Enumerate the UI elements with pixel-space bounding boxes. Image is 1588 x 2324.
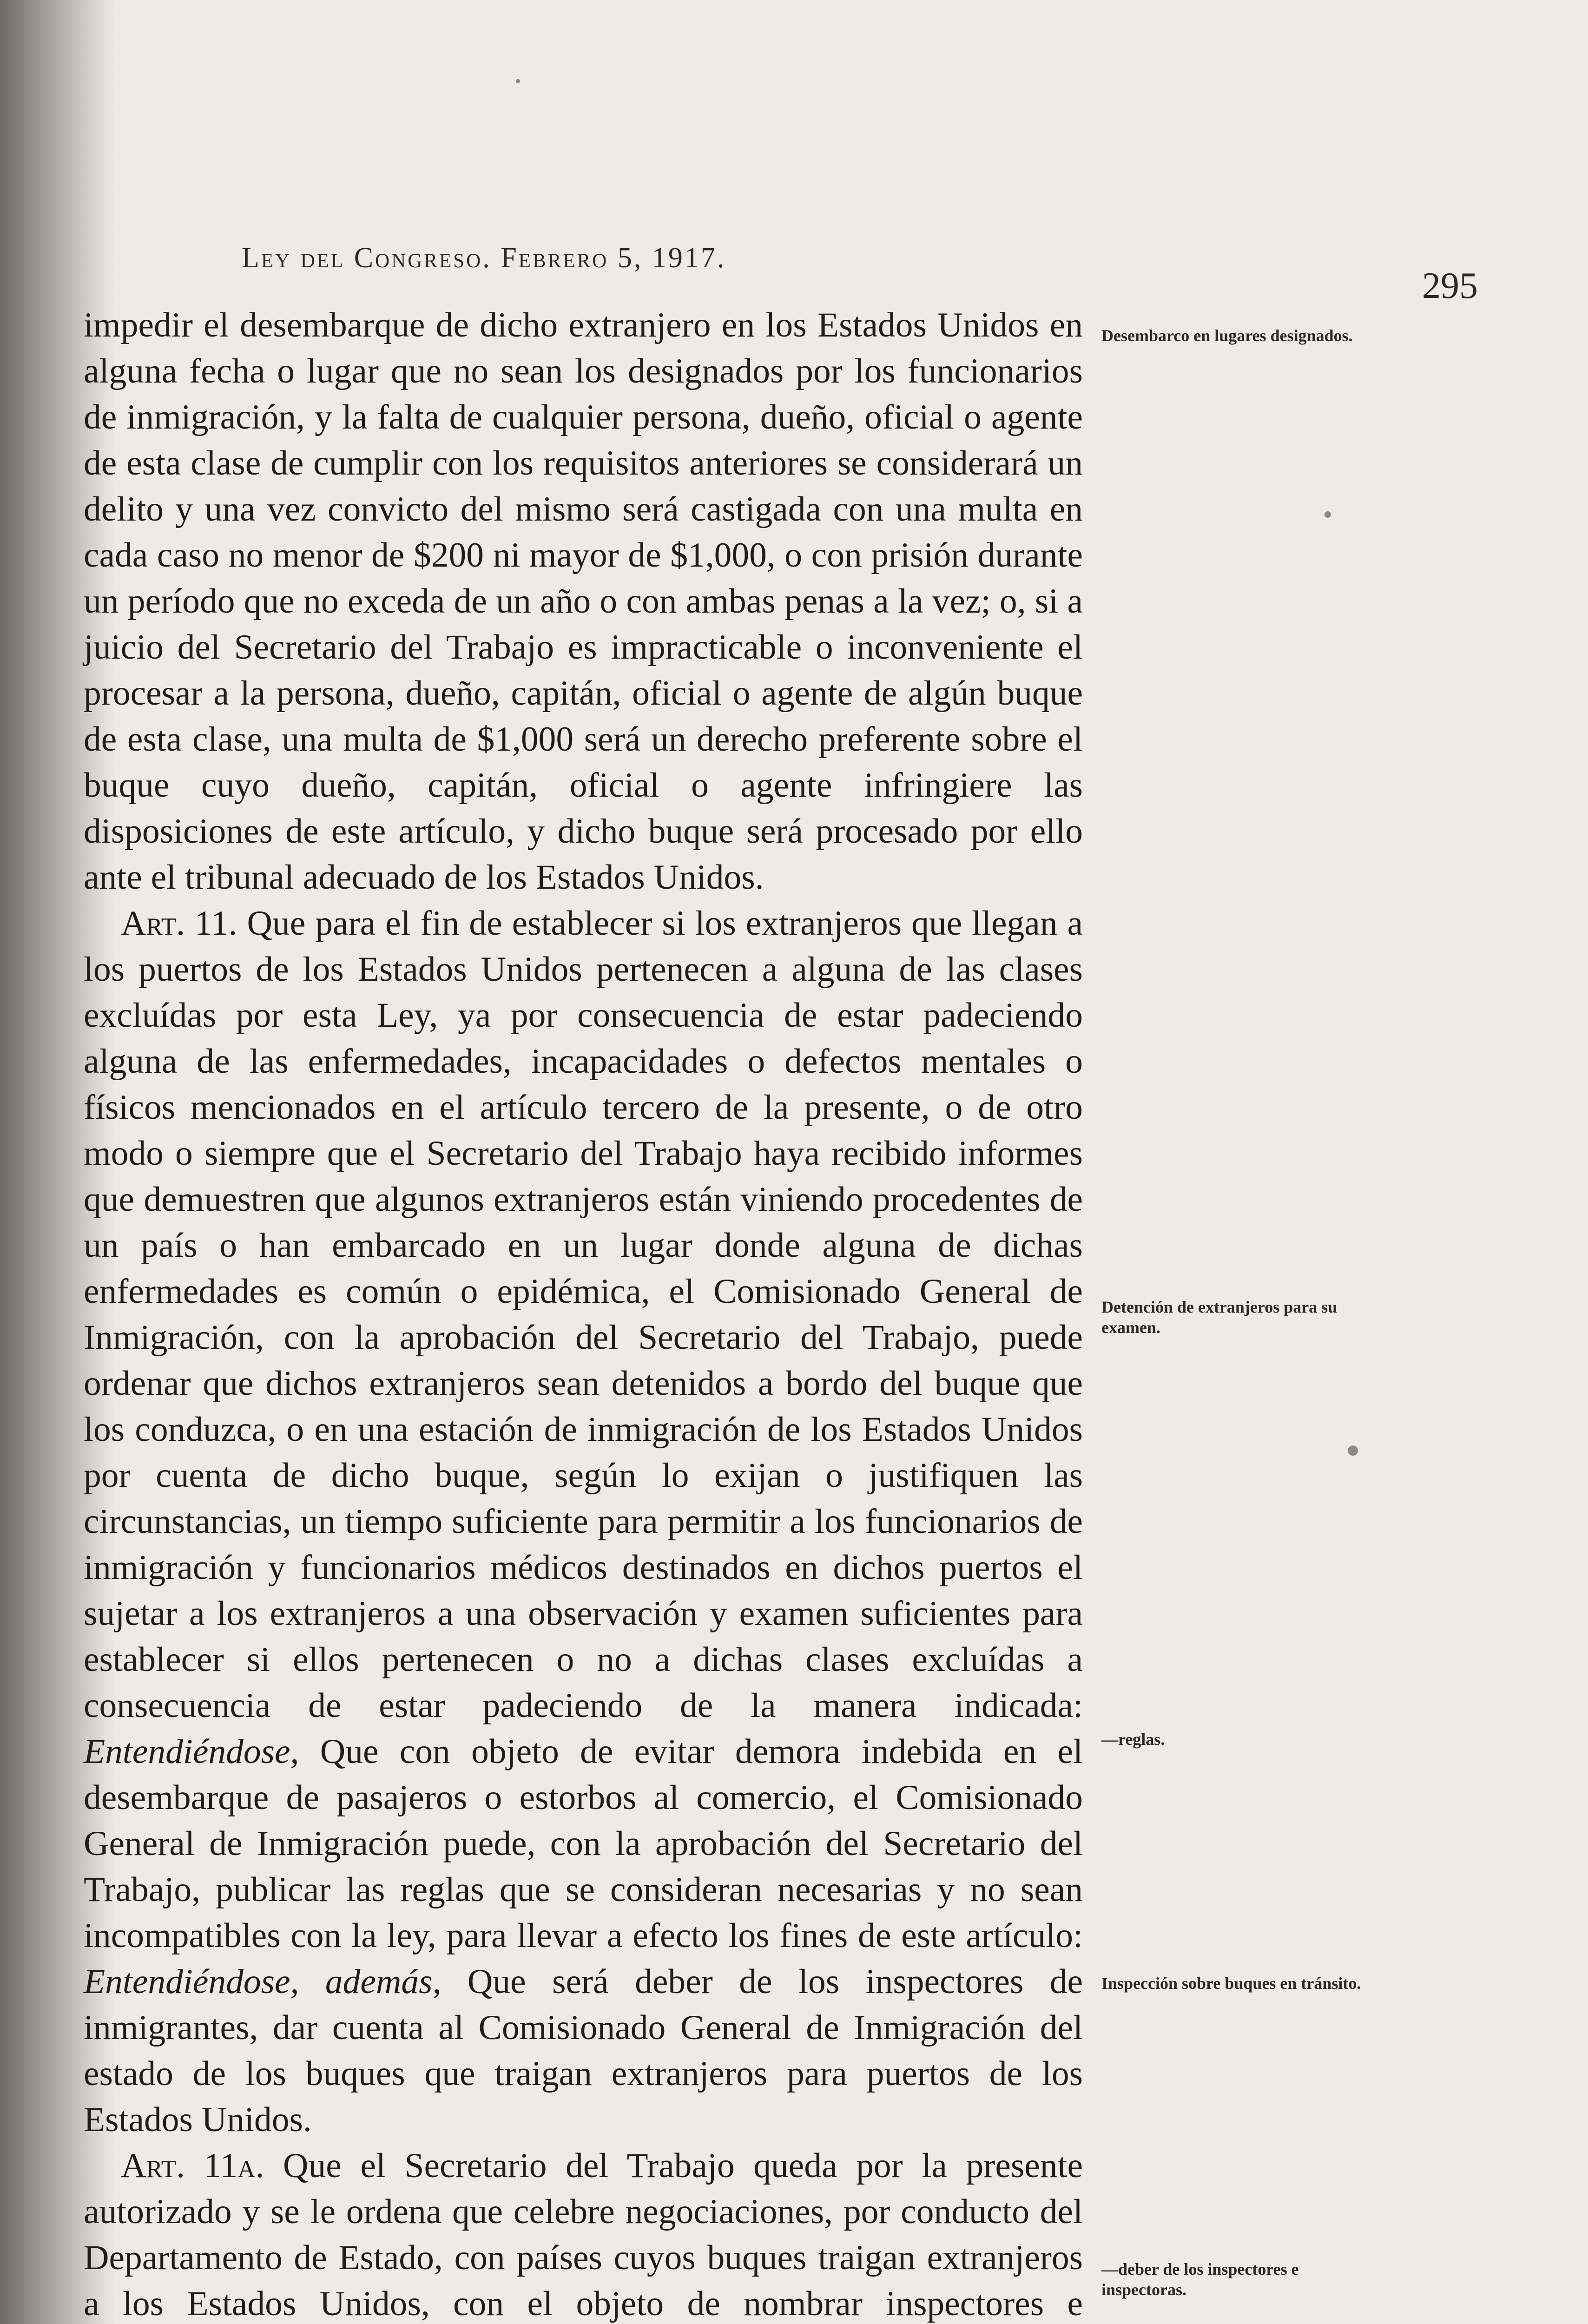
margin-note: —reglas. (1101, 1730, 1165, 1749)
body-text (84, 302, 1083, 2324)
page-number: 295 (1422, 265, 1478, 306)
paper-speck (1348, 1446, 1358, 1456)
article-label: Art. 11a. (121, 2146, 264, 2185)
article-text: Que para el fin de establecer si los extranjeros que llegan a los puertos de los Estados Unidos pertenecen a alguna de las clases excluídas por esta Ley, ya por consecuencia de estar padeciendo alguna de las enfermedades, incapacidades o defectos mentales o físicos mencionados en el artículo tercero de la presente, o de otro modo o siempre que el Secretario del Trabajo haya recibido informes que demuestren que algunos extranjeros están viniendo procedentes de un país o han embarcado en un lugar donde alguna de dichas enfermedades es común o epidémica, el Comisionado General de Inmigración, con la aprobación del Secretario del Trabajo, puede ordenar que dichos extranjeros sean detenidos a bordo del buque que los conduzca, o en una estación de inmigración de los Estados Unidos por cuenta de dicho buque, según lo exijan o justifiquen las circunstancias, un tiempo suficiente para permitir a los funcionarios de inmigración y funcionarios médicos destinados en dichos puertos el sujetar a los extranjeros a una observación y examen suficientes para establecer si ellos pertenecen o no a dichas clases excluídas a consecuencia de estar padeciendo de la manera indicada: (84, 904, 1083, 1725)
article-text: Que con objeto de evitar demora indebida en el desembarque de pasajeros o estorbos al comercio, el Comisionado General de Inmigración puede, con la aprobación del Secretario del Trabajo, publicar las reglas que se consideran necesarias y no sean incompatibles con la ley, para llevar a efecto los fines de este artículo: (84, 1732, 1083, 1955)
paragraph-art-11 (84, 900, 1083, 2143)
article-label: Art. 11. (121, 904, 237, 943)
paper-speck (1324, 511, 1331, 518)
paragraph-continuation: impedir el desembarque de dicho extranjero en los Estados Unidos en alguna fecha o lugar que no sean los designados por los funcionarios de inmigración, y la falta de cualquier persona, dueño, oficial o agente de esta clase de cumplir con los requisitos anteriores se considerará un delito y una vez convicto del mismo será castigada con una multa en cada caso no menor de $200 ni mayor de $1,000, o con prisión durante un período que no exceda de un año o con ambas penas a la vez; o, si a juicio del Secretario del Trabajo es impracticable o inconveniente el procesar a la persona, dueño, capitán, oficial o agente de algún buque de esta clase, una multa de $1,000 será un derecho preferente sobre el buque cuyo dueño, capitán, oficial o agente infringiere las disposiciones de este artículo, y dicho buque será procesado por ello ante el tribunal adecuado de los Estados Unidos. (84, 306, 1083, 897)
paper-speck (516, 79, 520, 83)
proviso-italic: Entendiéndose, además, (84, 1962, 441, 2001)
article-text: Que el Secretario del Trabajo queda por la presente autorizado y se le ordena que celebre negociaciones, por conducto del Departamento de Estado, con países cuyos buques traigan extranjeros a los Estados Unidos, con el objeto de nombrar inspectores e (84, 2146, 1083, 2323)
paragraph-art-11a (84, 2143, 1083, 2324)
margin-note: Detención de extranjeros para su examen. (1101, 1298, 1338, 1337)
margin-note: Inspección sobre buques en tránsito. (1101, 1974, 1361, 1993)
margin-note: —deber de los inspectores e inspectoras. (1101, 2260, 1299, 2299)
proviso-italic: Entendiéndose, (84, 1732, 299, 1771)
article-text: Que será deber de los inspectores de inmigrantes, dar cuenta al Comisionado General de Inmigración del estado de los buques que traigan extranjeros para puertos de los Estados Unidos. (84, 1962, 1083, 2139)
running-head: Ley del Congreso. Febrero 5, 1917. (242, 242, 726, 274)
margin-note: Desembarco en lugares designados. (1101, 326, 1353, 345)
